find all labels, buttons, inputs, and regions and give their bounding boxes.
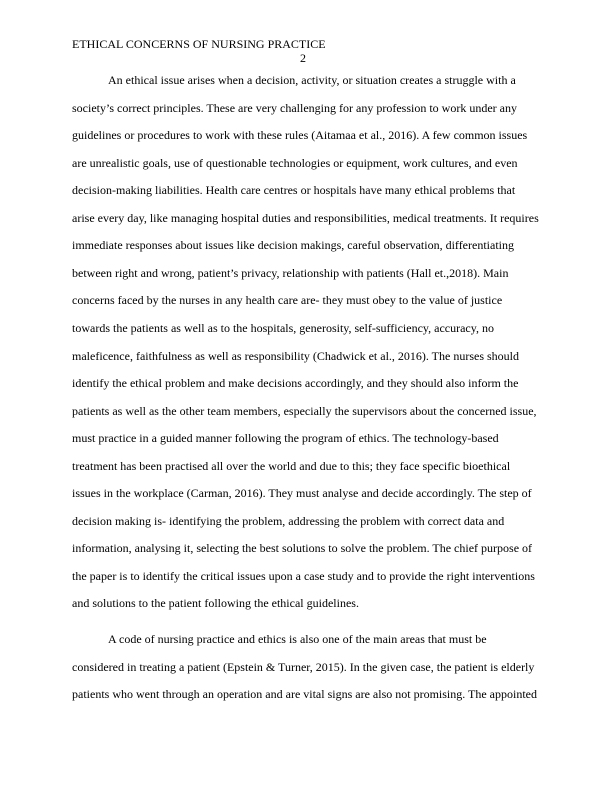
text-line: guidelines or procedures to work with these rules (Aitamaa et al., 2016). A few common issues	[72, 128, 528, 143]
text-line: identify the ethical problem and make decisions accordingly, and they should also inform the	[72, 376, 519, 391]
page-number: 2	[300, 51, 306, 65]
text-line: towards the patients as well as to the hospitals, generosity, self-sufficiency, accuracy, no	[72, 320, 494, 335]
text-line: and solutions to the patient following the ethical guidelines.	[72, 596, 359, 611]
text-line: arise every day, like managing hospital duties and responsibilities, medical treatments. It requires	[72, 210, 539, 225]
text-line: An ethical issue arises when a decision, activity, or situation creates a struggle with a	[108, 73, 516, 87]
text-line: are unrealistic goals, use of questionable technologies or equipment, work cultures, and even	[72, 155, 518, 170]
text-line: information, analysing it, selecting the best solutions to solve the problem. The chief purpose of	[72, 541, 533, 556]
text-line: decision making is- identifying the problem, addressing the problem with correct data and	[72, 513, 505, 528]
text-line: issues in the workplace (Carman, 2016). They must analyse and decide accordingly. The step of	[72, 486, 532, 501]
text-line: the paper is to identify the critical issues upon a case study and to provide the right interventions	[72, 568, 535, 583]
text-line: A code of nursing practice and ethics is also one of the main areas that must be	[108, 632, 487, 646]
text-line: considered in treating a patient (Epstein & Turner, 2015). In the given case, the patient is elderly	[72, 659, 535, 674]
text-line: immediate responses about issues like decision makings, careful observation, differentiating	[72, 238, 514, 253]
text-line: concerns faced by the nurses in any health care are- they must obey to the value of justice	[72, 293, 503, 308]
text-line: treatment has been practised all over the world and due to this; they face specific bioethical	[72, 458, 511, 473]
text-line: society’s correct principles. These are very challenging for any profession to work under any	[72, 100, 517, 115]
text-line: between right and wrong, patient’s privacy, relationship with patients (Hall et.,2018). Main	[72, 265, 509, 280]
text-line: must practice in a guided manner following the program of ethics. The technology-based	[72, 431, 499, 446]
text-line: patients as well as the other team members, especially the supervisors about the concerned issue,	[72, 403, 537, 418]
text-line: patients who went through an operation and are vital signs are also not promising. The appointed	[72, 687, 538, 702]
text-line: decision-making liabilities. Health care centres or hospitals have many ethical problems that	[72, 183, 516, 198]
text-line: maleficence, faithfulness as well as responsibility (Chadwick et al., 2016). The nurses should	[72, 348, 519, 363]
running-head: ETHICAL CONCERNS OF NURSING PRACTICE	[72, 37, 326, 51]
